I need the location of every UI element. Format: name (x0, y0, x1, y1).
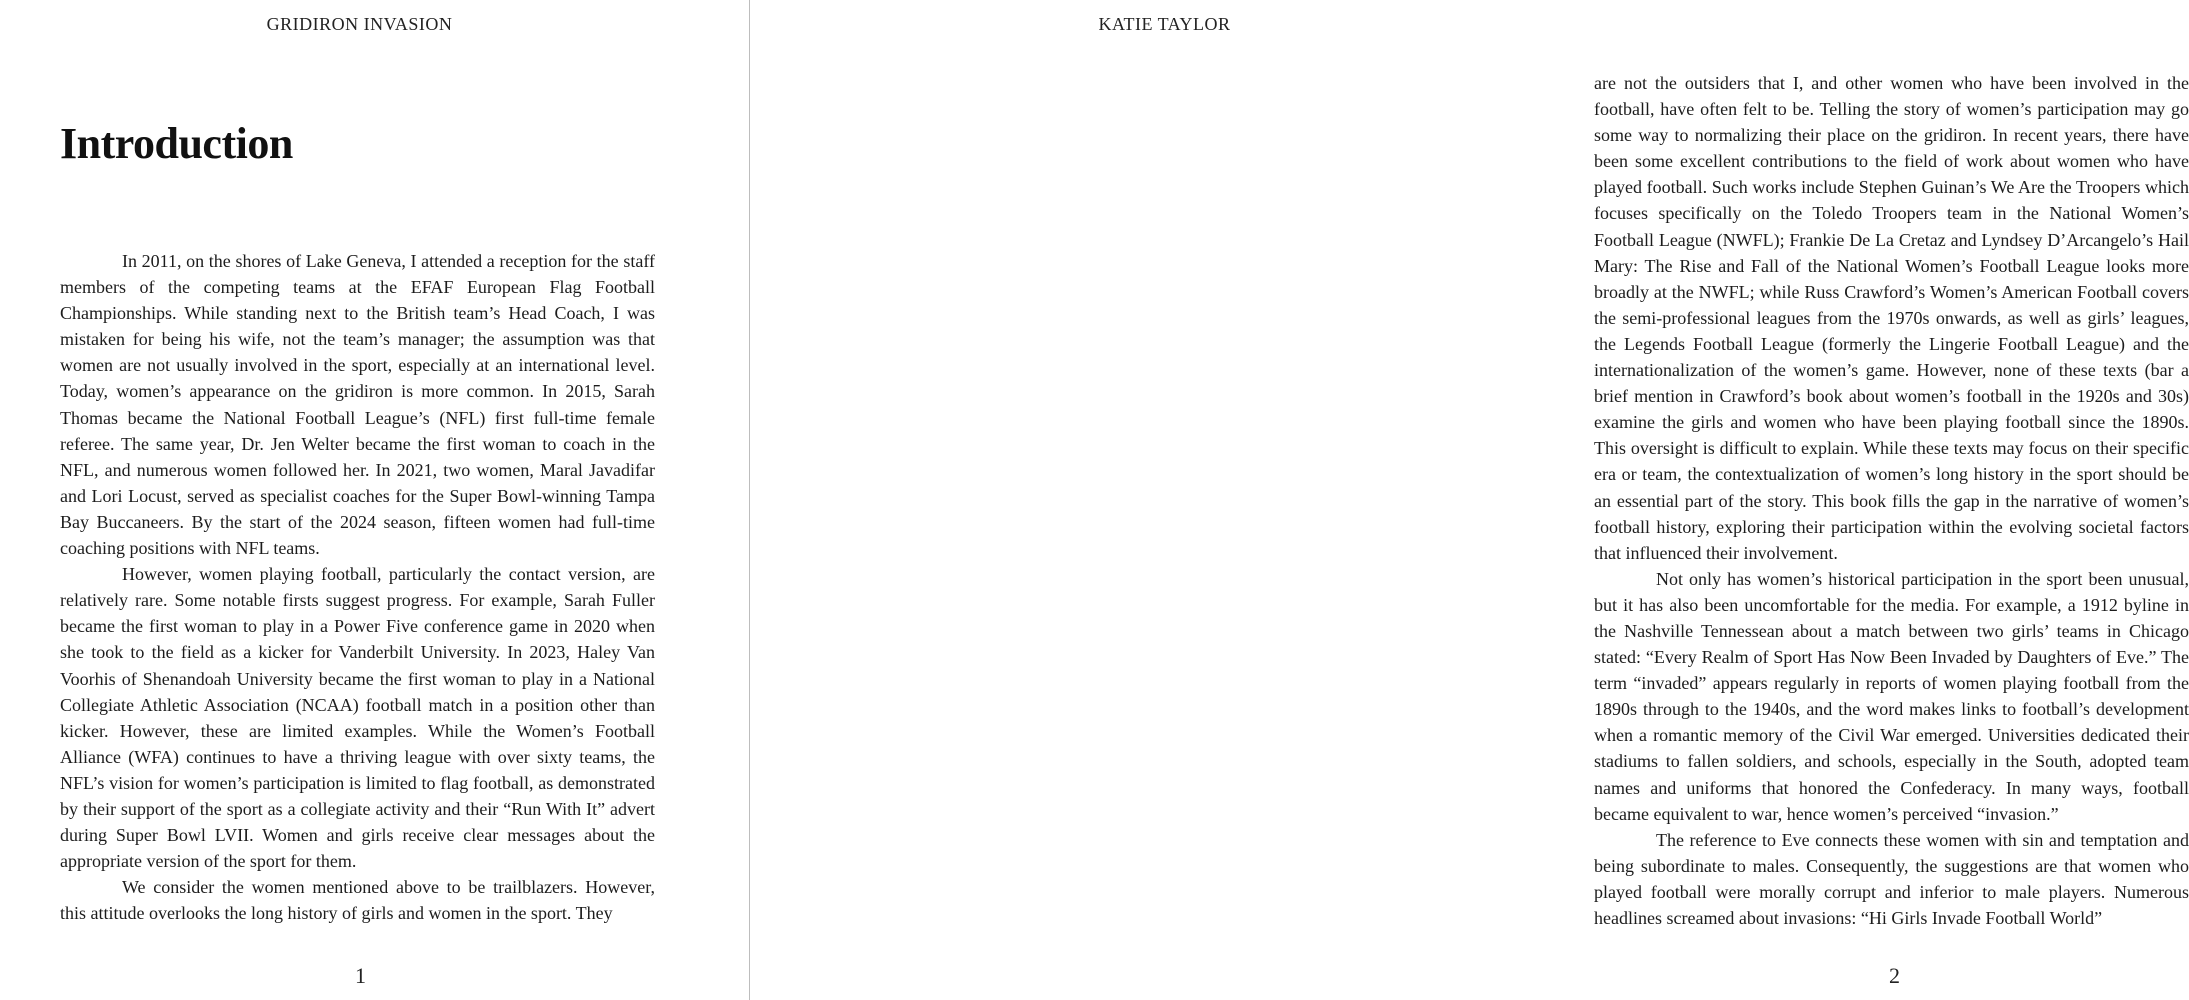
left-body-text (60, 248, 655, 926)
running-head-book-title: GRIDIRON INVASION (266, 14, 453, 34)
left-page (0, 0, 749, 1000)
right-page (751, 0, 2189, 1000)
running-head-author: KATIE TAYLOR (1098, 14, 1231, 34)
chapter-title: Introduction (60, 119, 293, 168)
body-paragraph: In 2011, on the shores of Lake Geneva, I attended a reception for the staff members of the competing teams at the EFAF European Flag Football Championships. While standing next to the British team’s Head Coach, I was mistaken for being his wife, not the team’s manager; the assumption was that women are not usually involved in the sport, especially at an international level. Today, women’s appearance on the gridiron is more common. In 2015, Sarah Thomas became the National Football League’s (NFL) first full-time female referee. The same year, Dr. Jen Welter became the first woman to coach in the NFL, and numerous women followed her. In 2021, two women, Maral Javadifar and Lori Locust, served as specialist coaches for the Super Bowl-winning Tampa Bay Buccaneers. By the start of the 2024 season, fifteen women had full-time coaching positions with NFL teams. (60, 251, 655, 559)
body-paragraph: The reference to Eve connects these women with sin and temptation and being subordinate to males. Consequently, the suggestions are that women who played football were morally corrupt and inferior to male players. Numerous headlines screamed about invasions: “Hi Girls Invade Football World” (1594, 829, 2189, 928)
right-body-text (1594, 70, 2189, 931)
body-paragraph: However, women playing football, particularly the contact version, are relatively rare. Some notable firsts suggest progress. For example, Sarah Fuller became the first woman to play in a Power Five conference game in 2020 when she took to the field as a kicker for Vanderbilt University. In 2023, Haley Van Voorhis of Shenandoah University became the first woman to play in a National Collegiate Athletic Association (NCAA) football match in a position other than kicker. However, these are limited examples. While the Women’s Football Alliance (WFA) continues to have a thriving league with over sixty teams, the NFL’s vision for women’s participation is limited to flag football, as demonstrated by their support of the sport as a collegiate activity and their “Run With It” advert during Super Bowl LVII. Women and girls receive clear messages about the appropriate version of the sport for them. (60, 564, 655, 872)
body-paragraph-continued: are not the outsiders that I, and other women who have been involved in the football, have often felt to be. Telling the story of women’s participation may go some way to normalizing their place on the gridiron. In recent years, there have been some excellent contributions to the field of work about women who have played football. Such works include Stephen Guinan’s We Are the Troopers which focuses specifically on the Toledo Troopers team in the National Women’s Football League (NWFL); Frankie De La Cretaz and Lyndsey D’Arcangelo’s Hail Mary: The Rise and Fall of the National Women’s Football League looks more broadly at the NWFL; while Russ Crawford’s Women’s American Football covers the semi-professional leagues from the 1970s onwards, as well as girls’ leagues, the Legends Football League (formerly the Lingerie Football League) and the internationalization of the women’s game. However, none of these texts (bar a brief mention in Crawford’s book about women’s football in the 1920s and 30s) examine the girls and women who have been playing football since the 1890s. This oversight is difficult to explain. While these texts may focus on their specific era or team, the contextualization of women’s long history in the sport should be an essential part of the story. This book fills the gap in the narrative of women’s football history, exploring their participation within the evolving societal factors that influenced their involvement. (1594, 73, 2189, 563)
page-number: 2 (1889, 963, 1900, 988)
body-paragraph: Not only has women’s historical participation in the sport been unusual, but it has also been uncomfortable for the media. For example, a 1912 byline in the Nashville Tennessean about a match between two girls’ teams in Chicago stated: “Every Realm of Sport Has Now Been Invaded by Daughters of Eve.” The term “invaded” appears regularly in reports of women playing football from the 1890s through to the 1940s, and the word makes links to football’s development when a romantic memory of the Civil War emerged. Universities dedicated their stadiums to fallen soldiers, and schools, especially in the South, adopted team names and uniforms that honored the Confederacy. In many ways, football became equivalent to war, hence women’s perceived “invasion.” (1594, 568, 2189, 824)
page-number: 1 (355, 963, 366, 988)
book-spine-divider (749, 0, 750, 1000)
body-paragraph: We consider the women mentioned above to be trailblazers. However, this attitude overlooks the long history of girls and women in the sport. They (60, 877, 655, 924)
